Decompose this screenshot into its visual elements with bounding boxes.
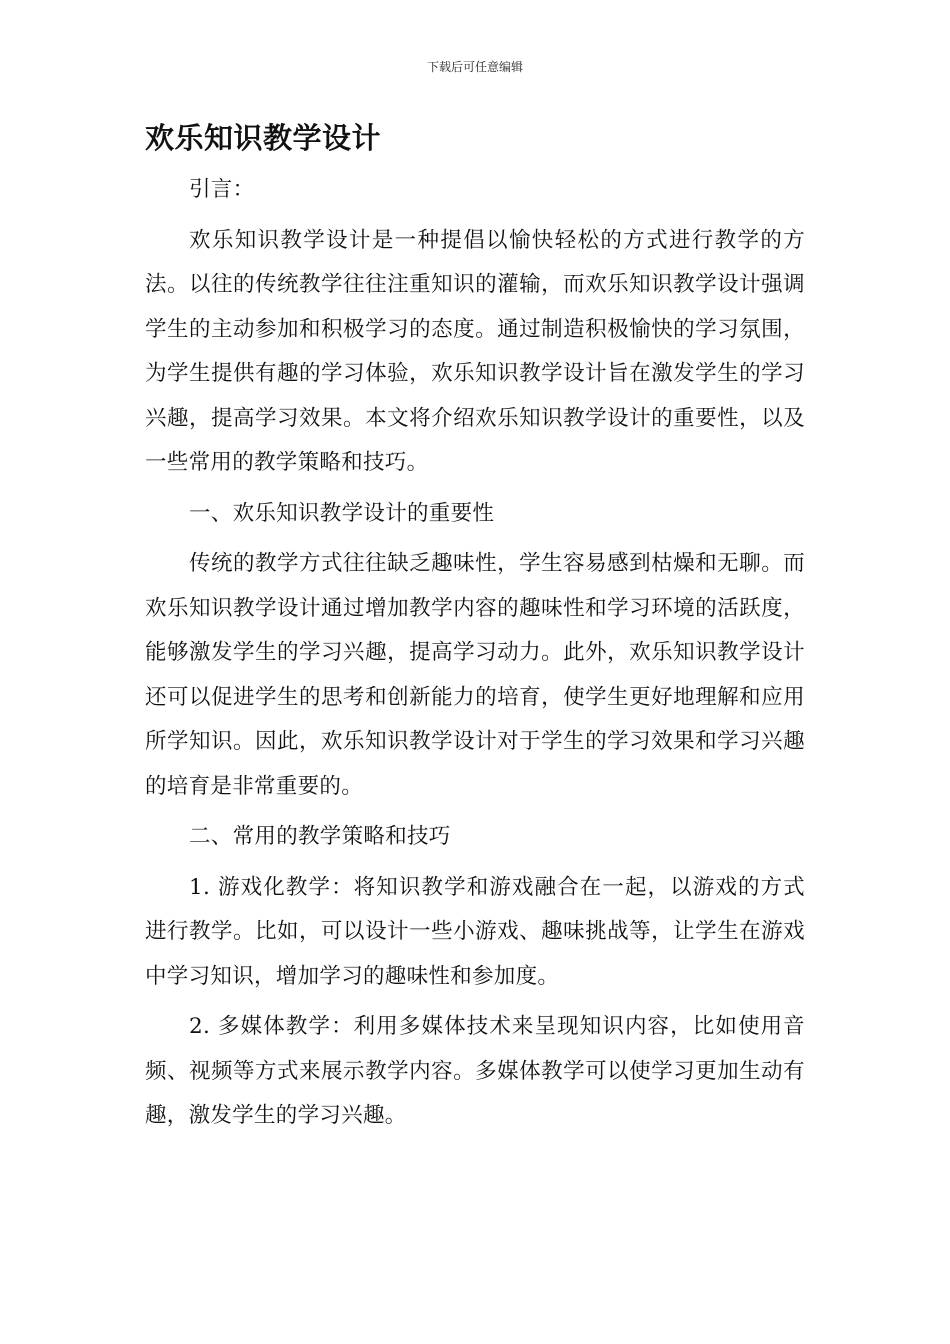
intro-paragraph: 欢乐知识教学设计是一种提倡以愉快轻松的方式进行教学的方法。以往的传统教学往往注重知识的灌输，而欢乐知识教学设计强调学生的主动参加和积极学习的态度。通过制造积极愉快的学习氛围，为学生提供有趣的学习体验，欢乐知识教学设计旨在激发学生的学习兴趣，提高学习效果。本文将介绍欢乐知识教学设计的重要性，以及一些常用的教学策略和技巧。 (145, 227, 805, 475)
importance-paragraph: 传统的教学方式往往缺乏趣味性，学生容易感到枯燥和无聊。而欢乐知识教学设计通过增加教学内容的趣味性和学习环境的活跃度，能够激发学生的学习兴趣，提高学习动力。此外，欢乐知识教学设计还可以促进学生的思考和创新能力的培育，使学生更好地理解和应用所学知识。因此，欢乐知识教学设计对于学生的学习效果和学习兴趣的培育是非常重要的。 (145, 551, 805, 799)
section-heading-strategies: 二、常用的教学策略和技巧 (189, 824, 451, 849)
strategy-item-game: 1. 游戏化教学：将知识教学和游戏融合在一起，以游戏的方式进行教学。比如，可以设计一些小游戏、趣味挑战等，让学生在游戏中学习知识，增加学习的趣味性和参加度。 (145, 874, 805, 989)
intro-heading: 引言： (189, 177, 255, 202)
document-body (145, 168, 805, 1139)
strategy-item-multimedia: 2. 多媒体教学：利用多媒体技术来呈现知识内容，比如使用音频、视频等方式来展示教学内容。多媒体教学可以使学习更加生动有趣，激发学生的学习兴趣。 (145, 1014, 805, 1128)
section-heading-importance: 一、欢乐知识教学设计的重要性 (189, 500, 495, 526)
document-title: 欢乐知识教学设计 (145, 121, 382, 155)
header-note: 下载后可任意编辑 (426, 60, 523, 74)
